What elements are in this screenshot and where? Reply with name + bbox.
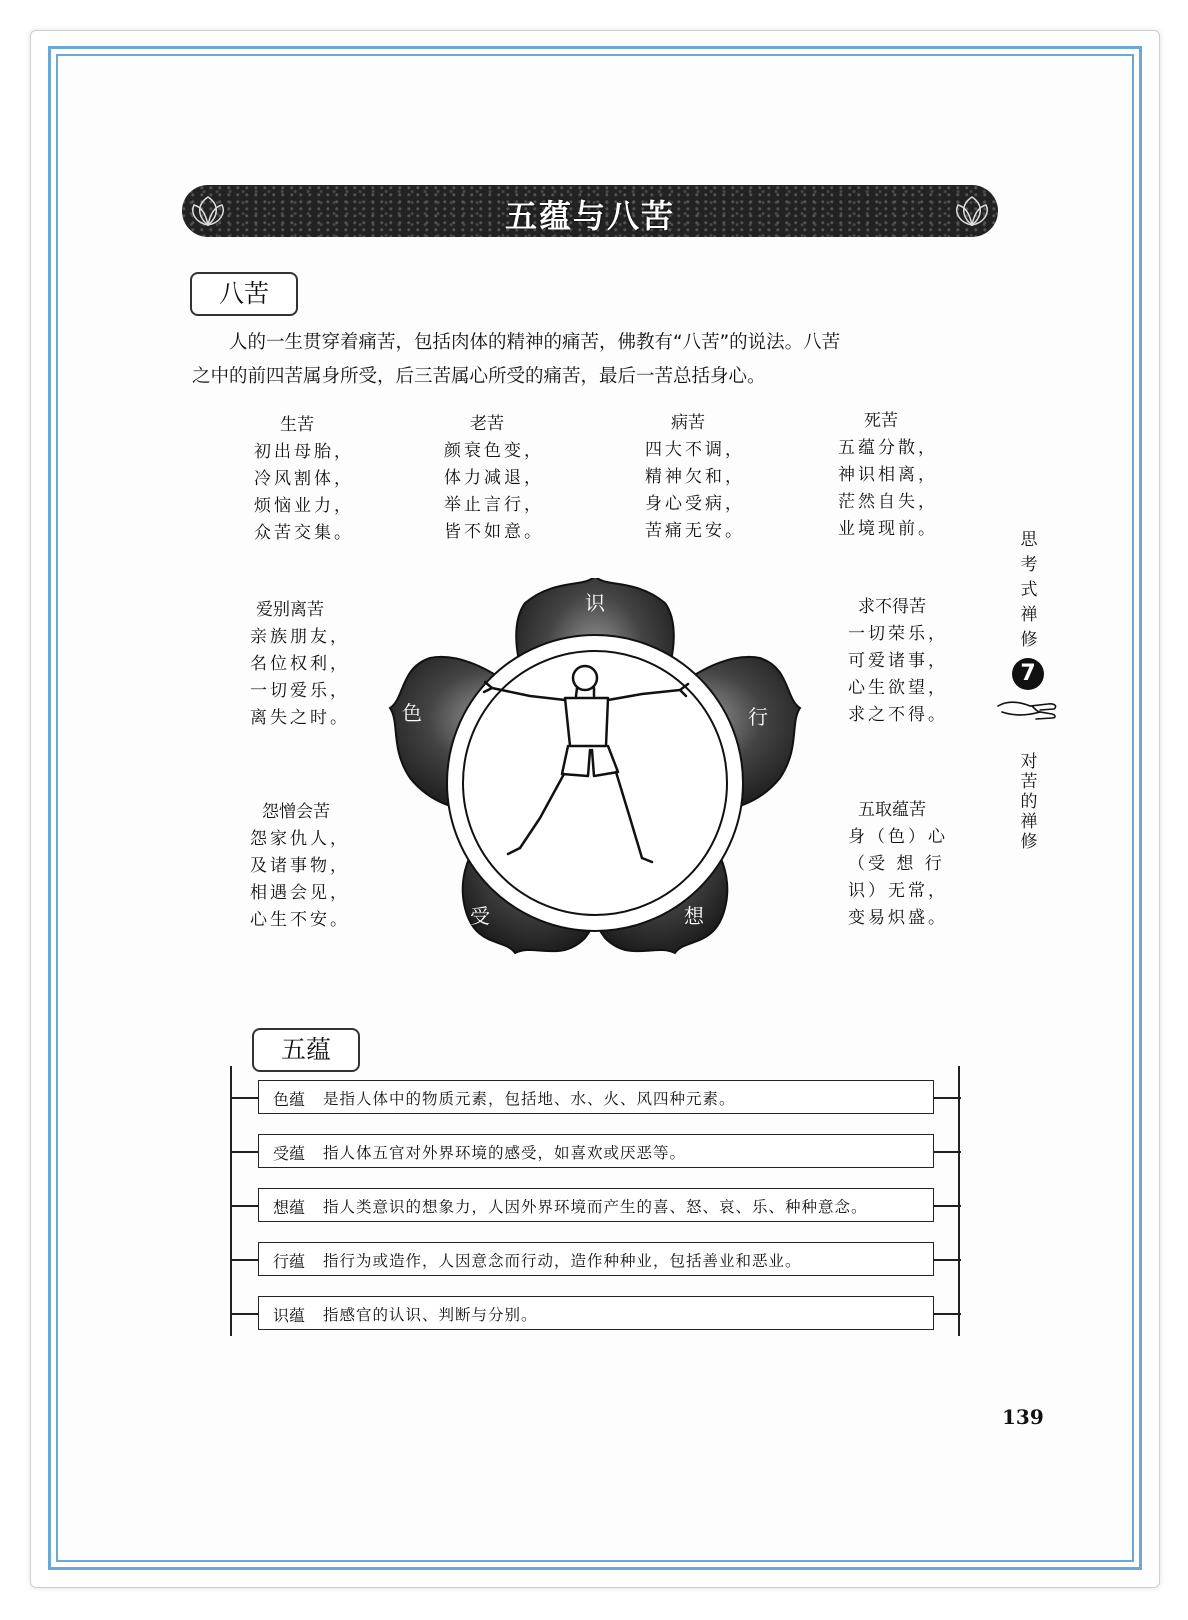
- suffering-title: 五取蕴苦: [858, 800, 926, 820]
- verse-line: 冷风割体，: [254, 469, 354, 489]
- verse-line: 皆不如意。: [444, 522, 544, 542]
- aggregate-name: 想蕴: [273, 1198, 306, 1217]
- list-rail-left: [230, 1066, 232, 1336]
- suffering-separation: [250, 597, 350, 732]
- suffering-death: [838, 408, 938, 543]
- verse-line: 五蕴分散，: [838, 438, 938, 458]
- chapter-title-vertical: 思考式禅修: [1020, 530, 1038, 650]
- aggregate-name: 受蕴: [273, 1144, 306, 1163]
- section-label-eight-sufferings: 八苦: [190, 272, 298, 316]
- aggregate-name: 色蕴: [273, 1090, 306, 1109]
- suffering-title: 死苦: [864, 411, 898, 431]
- aggregate-name: 识蕴: [273, 1306, 306, 1325]
- verse-line: 相遇会见，: [250, 883, 350, 903]
- suffering-meeting-hated: [250, 799, 350, 934]
- row-connector: [231, 1205, 259, 1207]
- verse-line: 烦恼业力，: [254, 496, 354, 516]
- suffering-title: 求不得苦: [858, 597, 926, 617]
- verse-line: 怨家仇人，: [250, 829, 350, 849]
- petal-label-xing: 行: [748, 705, 768, 729]
- suffering-title: 怨憎会苦: [262, 802, 330, 822]
- intro-line: 人的一生贯穿着痛苦，包括肉体的精神的痛苦，佛教有“八苦”的说法。八苦: [229, 332, 841, 353]
- title-banner: [182, 185, 998, 237]
- five-aggregates-list: [230, 1066, 960, 1336]
- petal-label-se: 色: [402, 701, 422, 725]
- verse-line: 求之不得。: [848, 705, 948, 725]
- aggregate-row-consciousness: [258, 1296, 934, 1330]
- verse-line: 离失之时。: [250, 708, 350, 728]
- verse-line: 举止言行，: [444, 495, 544, 515]
- verse-line: 体力减退，: [444, 468, 544, 488]
- row-connector: [231, 1313, 259, 1315]
- verse-line: 精神欠和，: [645, 467, 745, 487]
- aggregate-row-perception: [258, 1188, 934, 1222]
- verse-line: 茫然自失，: [838, 492, 938, 512]
- row-connector: [933, 1259, 961, 1261]
- lotus-ornament-icon: [952, 191, 992, 231]
- verse-line: 业境现前。: [838, 519, 938, 539]
- list-rail-right: [958, 1066, 960, 1336]
- aggregate-desc: 是指人体中的物质元素，包括地、水、火、风四种元素。: [323, 1090, 736, 1108]
- verse-line: 名位权利，: [250, 654, 350, 674]
- verse-line: 一切爱乐，: [250, 681, 350, 701]
- aggregate-row-feeling: [258, 1134, 934, 1168]
- suffering-title: 生苦: [280, 415, 314, 435]
- verse-line: 亲族朋友，: [250, 627, 350, 647]
- aggregate-row-formation: [258, 1242, 934, 1276]
- verse-line: 神识相离，: [838, 465, 938, 485]
- section-label-five-aggregates: 五蕴: [252, 1028, 360, 1072]
- row-connector: [933, 1205, 961, 1207]
- aggregate-row-form: [258, 1080, 934, 1114]
- verse-line: 初出母胎，: [254, 442, 354, 462]
- verse-line: （受 想 行: [848, 854, 945, 874]
- suffering-title: 病苦: [671, 413, 705, 433]
- row-connector: [231, 1259, 259, 1261]
- aggregate-desc: 指感官的认识、判断与分别。: [323, 1306, 538, 1324]
- verse-line: 及诸事物，: [250, 856, 350, 876]
- verse-line: 变易炽盛。: [848, 908, 948, 928]
- row-connector: [933, 1151, 961, 1153]
- row-connector: [933, 1097, 961, 1099]
- intro-paragraph: [192, 326, 972, 394]
- lotus-diagram: [380, 578, 810, 988]
- verse-line: 心生不安。: [250, 910, 350, 930]
- aggregate-desc: 指人类意识的想象力，人因外界环境而产生的喜、怒、哀、乐、种种意念。: [323, 1198, 868, 1216]
- verse-line: 身（色）心: [848, 827, 948, 847]
- verse-line: 颜衰色变，: [444, 441, 544, 461]
- suffering-aging: [444, 411, 544, 546]
- verse-line: 识）无常，: [848, 881, 948, 901]
- suffering-unfulfilled: [848, 594, 948, 729]
- intro-line: 之中的前四苦属身所受，后三苦属心所受的痛苦，最后一苦总括身心。: [192, 366, 766, 387]
- suffering-title: 老苦: [470, 414, 504, 434]
- row-connector: [231, 1097, 259, 1099]
- chapter-number-badge: 7: [1012, 658, 1044, 690]
- petal-label-shou: 受: [470, 904, 490, 928]
- aggregate-desc: 指行为或造作，人因意念而行动，造作种种业，包括善业和恶业。: [323, 1252, 802, 1270]
- suffering-five-aggregates: [848, 797, 948, 932]
- suffering-sickness: [645, 410, 745, 545]
- aggregate-name: 行蕴: [273, 1252, 306, 1271]
- hand-icon: [996, 692, 1066, 724]
- verse-line: 四大不调，: [645, 440, 745, 460]
- verse-line: 身心受病，: [645, 494, 745, 514]
- suffering-birth: [254, 412, 354, 547]
- page-title: 五蕴与八苦: [504, 197, 675, 235]
- aggregate-desc: 指人体五官对外界环境的感受，如喜欢或厌恶等。: [323, 1144, 687, 1162]
- verse-line: 一切荣乐，: [848, 624, 948, 644]
- chapter-subtitle-vertical: 对苦的禅修: [1020, 752, 1038, 852]
- page-number: 139: [1002, 1405, 1044, 1429]
- petal-label-xiang: 想: [684, 904, 704, 928]
- verse-line: 心生欲望，: [848, 678, 948, 698]
- petal-label-shi: 识: [585, 591, 605, 615]
- verse-line: 可爱诸事，: [848, 651, 948, 671]
- row-connector: [933, 1313, 961, 1315]
- row-connector: [231, 1151, 259, 1153]
- verse-line: 苦痛无安。: [645, 521, 745, 541]
- suffering-title: 爱别离苦: [256, 600, 324, 620]
- verse-line: 众苦交集。: [254, 523, 354, 543]
